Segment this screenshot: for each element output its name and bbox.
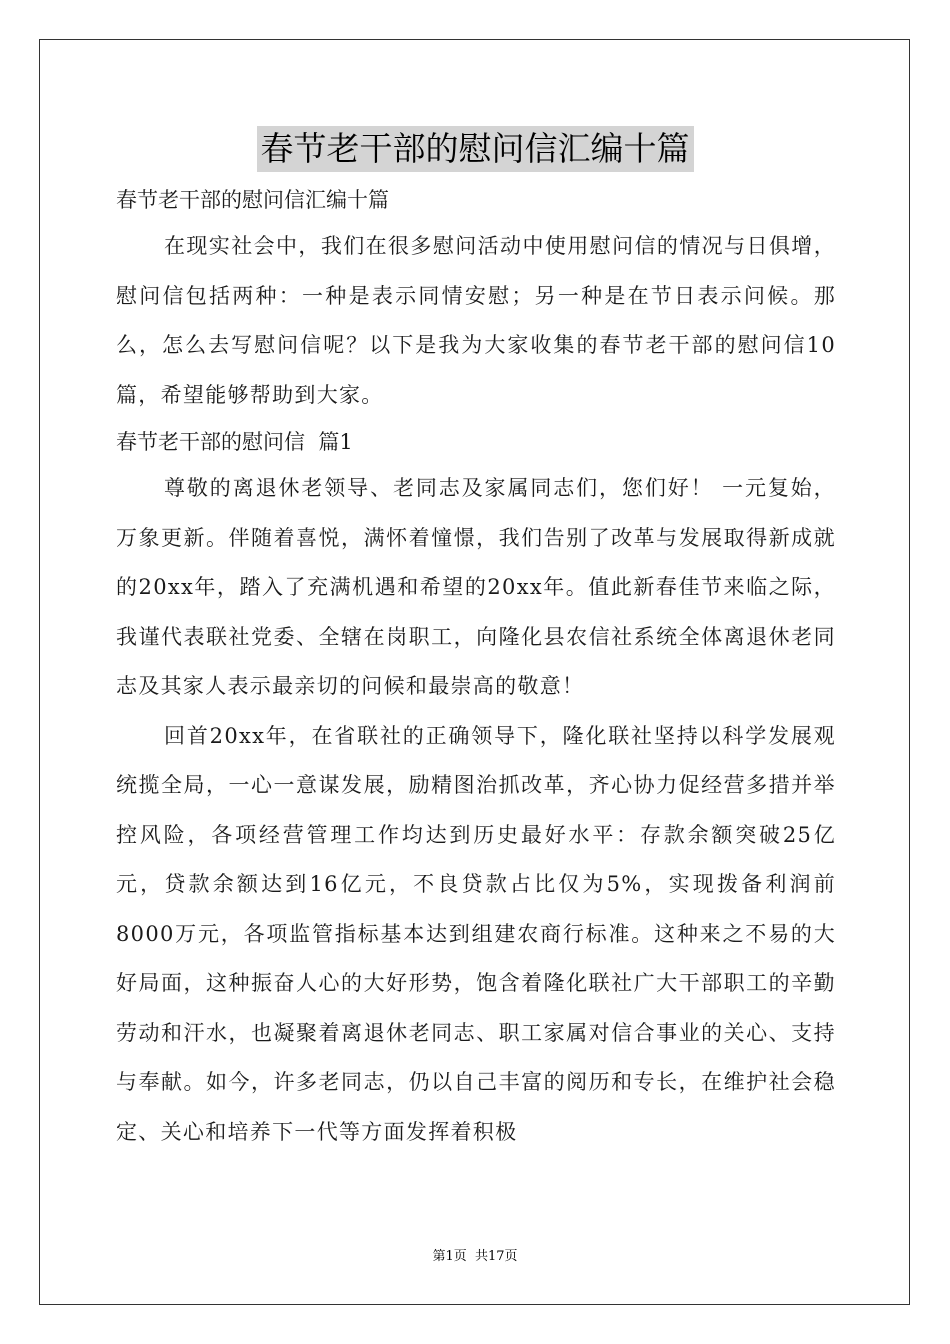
section-paragraph-2: 回首20xx年，在省联社的正确领导下，隆化联社坚持以科学发展观统揽全局，一心一意谋发展，励精图治抓改革，齐心协力促经营多措并举控风险，各项经营管理工作均达到历史最好水平：存款余额突破25亿元，贷款余额达到16亿元，不良贷款占比仅为5%，实现拨备利润前8000万元，各项监管指标基本达到组建农商行标准。这种来之不易的大好局面，这种振奋人心的大好形势，饱含着隆化联社广大干部职工的辛勤劳动和汗水，也凝聚着离退休老同志、职工家属对信合事业的关心、支持与奉献。如今，许多老同志，仍以自己丰富的阅历和专长，在维护社会稳定、关心和培养下一代等方面发挥着积极 xyxy=(116,723,836,1144)
page-footer xyxy=(0,1245,950,1264)
intro-paragraph: 在现实社会中，我们在很多慰问活动中使用慰问信的情况与日俱增，慰问信包括两种：一种是表示同情安慰；另一种是在节日表示问候。那么，怎么去写慰问信呢？以下是我为大家收集的春节老干部的慰问信10篇，希望能够帮助到大家。 xyxy=(116,234,836,407)
document-subtitle: 春节老干部的慰问信汇编十篇 xyxy=(116,188,389,212)
section-paragraph-1: 尊敬的离退休老领导、老同志及家属同志们，您们好！ 一元复始，万象更新。伴随着喜悦，满怀着憧憬，我们告别了改革与发展取得新成就的20xx年，踏入了充满机遇和希望的20xx年。值此新春佳节来临之际，我谨代表联社党委、全辖在岗职工，向隆化县农信社系统全体离退休老同志及其家人表示最亲切的问候和最崇高的敬意！ xyxy=(116,476,836,698)
document-body xyxy=(116,178,836,1157)
page-total: 共17页 xyxy=(474,1249,518,1264)
title-wrapper xyxy=(0,126,950,172)
section-heading: 春节老干部的慰问信 篇1 xyxy=(116,430,353,454)
page-number: 第1页 xyxy=(432,1249,467,1264)
document-title: 春节老干部的慰问信汇编十篇 xyxy=(257,126,694,172)
